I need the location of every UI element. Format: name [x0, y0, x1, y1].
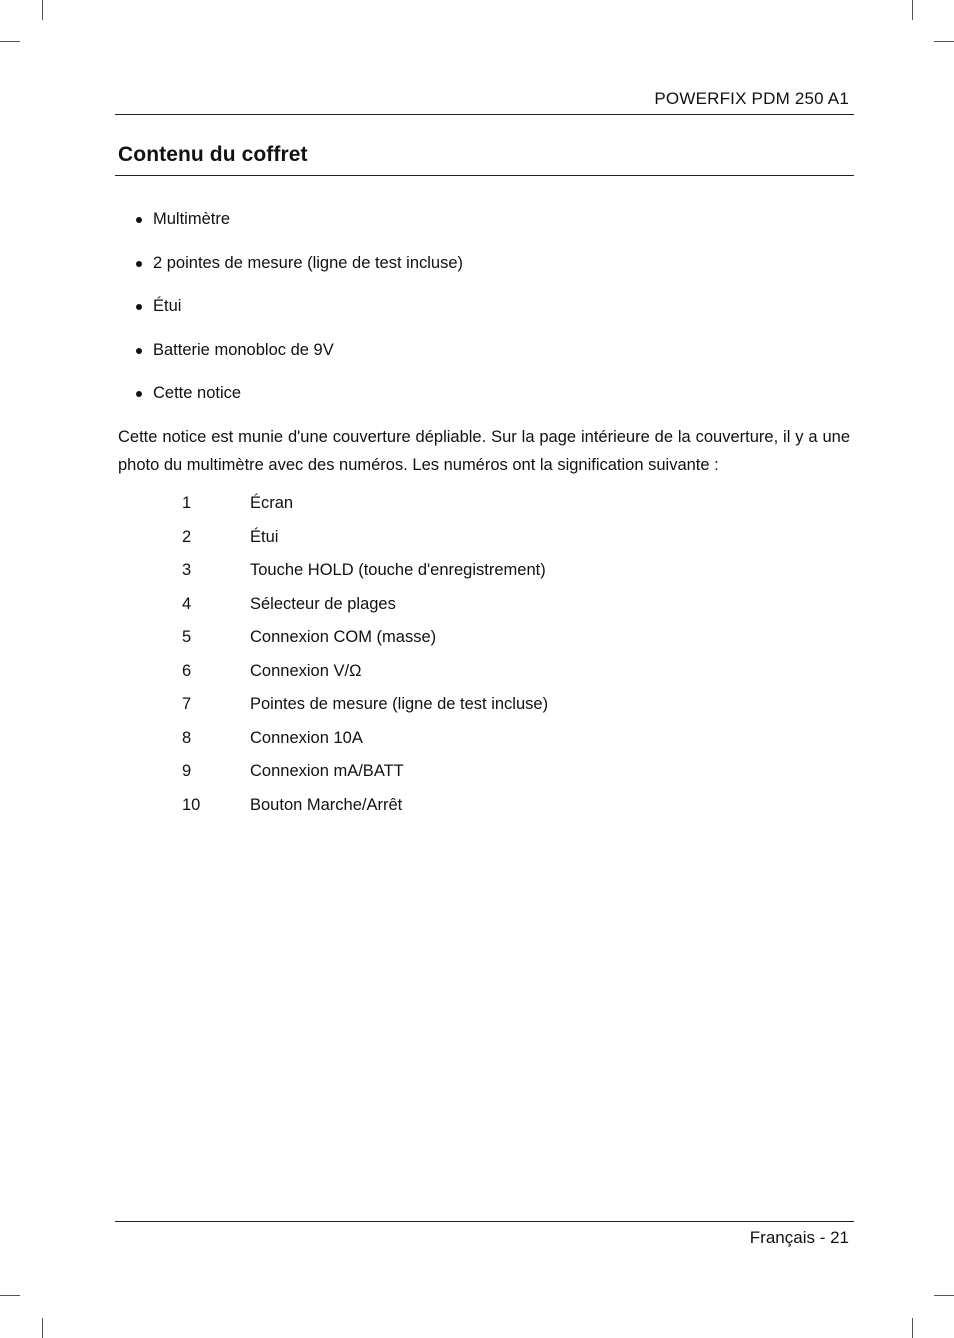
- legend-number: 1: [182, 494, 192, 512]
- legend-label: Sélecteur de plages: [250, 594, 396, 613]
- crop-mark: [42, 1318, 43, 1338]
- legend-number: 6: [182, 661, 192, 680]
- intro-paragraph: Cette notice est munie d'une couverture dépliable. Sur la page intérieure de la couverture, il y a une photo du multimètre avec des numéros. Les numéros ont la signification suivante :: [118, 428, 850, 474]
- crop-mark: [934, 41, 954, 42]
- legend-row: [182, 792, 548, 826]
- list-item: [136, 382, 463, 426]
- legend-row: [182, 591, 548, 625]
- legend-row: [182, 524, 548, 558]
- list-item-text: 2 pointes de mesure (ligne de test incluse): [153, 253, 464, 272]
- list-item: [136, 208, 463, 252]
- legend-number: 3: [182, 561, 192, 579]
- parts-legend: [182, 490, 548, 825]
- page-number: 21: [830, 1228, 849, 1247]
- list-item-text: Multimètre: [153, 210, 231, 228]
- legend-number: 4: [182, 594, 192, 613]
- crop-mark: [42, 0, 43, 20]
- crop-mark: [0, 41, 20, 42]
- legend-number: 2: [182, 527, 192, 546]
- legend-label: Bouton Marche/Arrêt: [250, 795, 403, 814]
- legend-row: [182, 624, 548, 658]
- legend-label: Touche HOLD (touche d'enregistrement): [250, 561, 546, 579]
- legend-row: [182, 490, 548, 524]
- header-rule: [115, 114, 854, 115]
- footer-separator: -: [814, 1228, 831, 1247]
- legend-number: 5: [182, 628, 192, 646]
- bullet-icon: [136, 304, 142, 310]
- bullet-icon: [136, 217, 142, 223]
- footer-rule: [115, 1221, 854, 1222]
- legend-row: [182, 557, 548, 591]
- legend-row: [182, 658, 548, 692]
- crop-mark: [934, 1295, 954, 1296]
- section-heading: Contenu du coffret: [118, 143, 308, 166]
- list-item: [136, 295, 463, 339]
- legend-label: Connexion 10A: [250, 728, 363, 747]
- crop-mark: [912, 1318, 913, 1338]
- crop-mark: [0, 1295, 20, 1296]
- legend-number: 7: [182, 695, 192, 713]
- list-item: [136, 339, 463, 383]
- crop-mark: [912, 0, 913, 20]
- bullet-icon: [136, 391, 142, 397]
- legend-row: [182, 758, 548, 792]
- legend-row: [182, 691, 548, 725]
- heading-rule: [115, 175, 854, 176]
- footer-language: Français: [749, 1228, 815, 1247]
- legend-label: Connexion COM (masse): [250, 628, 437, 646]
- list-item-text: Batterie monobloc de 9V: [153, 340, 334, 359]
- legend-label: Écran: [250, 494, 294, 512]
- bullet-icon: [136, 261, 142, 267]
- contents-list: [136, 208, 463, 426]
- legend-number: 8: [182, 728, 192, 747]
- list-item-text: Étui: [153, 297, 182, 315]
- bullet-icon: [136, 348, 142, 354]
- legend-label: Connexion V/Ω: [250, 661, 362, 680]
- page-footer: [750, 1228, 849, 1248]
- legend-number: 10: [182, 795, 201, 814]
- legend-label: Étui: [250, 527, 279, 546]
- list-item: [136, 252, 463, 296]
- header-title: POWERFIX PDM 250 A1: [654, 89, 849, 108]
- legend-row: [182, 725, 548, 759]
- legend-label: Pointes de mesure (ligne de test incluse): [250, 695, 549, 713]
- legend-number: 9: [182, 762, 192, 780]
- list-item-text: Cette notice: [153, 384, 242, 402]
- legend-label: Connexion mA/BATT: [250, 762, 404, 780]
